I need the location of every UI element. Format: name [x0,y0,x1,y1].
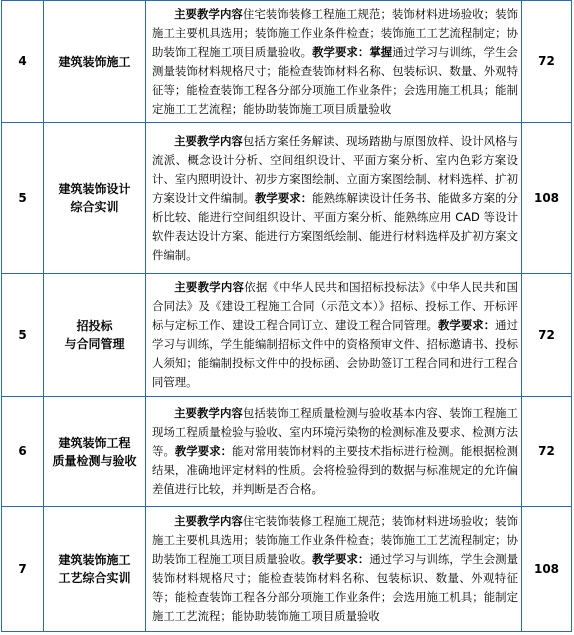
row-number: 5 [2,123,44,274]
requirement-text: 能熟练解读设计任务书、能做多方案的分析比较、能进行空间组织设计、平面方案分析、能熟练应用 CAD 等设计软件表达设计方案、能进行方案图纸绘制、能进行材料选样及扩初方案文件编制。 [152,190,518,262]
course-name [44,123,146,274]
content-text: 依据《中华人民共和国招标投标法》《中华人民共和国合同法》及《建设工程施工合同（示范文本）》招标、投标工作、开标评标与定标工作、建设工程合同订立、建设工程合同管理。 [152,280,518,332]
requirement-emphasis: 掌握 [369,44,393,59]
requirement-label: 教学要求： [174,444,233,458]
course-hours: 108 [522,507,572,632]
requirement-text: 能对常用装饰材料的主要技术指标进行检测。能根据检测结果，准确地评定材料的性质。会将检验得到的数据与标准规定的允许偏差值进行比较，并判断是否合格。 [152,444,518,496]
content-text: 住宅装饰装修工程施工规范；装饰材料进场验收；装饰施工主要机具选用；装饰施工作业条件检查；装饰施工工艺流程制定；协助装饰工程施工项目质量验收。 [152,514,518,566]
table-row [2,274,572,397]
course-hours: 108 [522,123,572,274]
course-description [146,123,522,274]
row-number: 4 [2,1,44,123]
course-name [44,274,146,397]
course-hours: 72 [522,397,572,507]
course-description [146,274,522,397]
course-table [1,0,572,632]
content-label: 主要教学内容 [174,406,243,420]
content-label: 主要教学内容 [174,133,243,148]
content-text: 住宅装饰装修工程施工规范；装饰材料进场验收；装饰施工主要机具选用；装饰施工作业条件检查；装饰施工工艺流程制定；协助装饰工程施工项目质量验收。 [152,6,518,59]
course-name [44,397,146,507]
table-row [2,397,572,507]
course-name-line: 建筑装饰施工 [58,553,131,567]
requirement-label: 教学要求： [437,318,496,332]
course-name-line: 综合实训 [70,200,119,214]
requirement-text: 通过学习与训练，学生会测量装饰材料规格尺寸；能检查装饰材料名称、包装标识、数量、外观特征等；能检查装饰工程各分部分项施工作业条件；会选用施工机具；能制定施工工艺流程；能协助装饰施工项目质量验收 [152,552,518,623]
course-name-line: 建筑装饰施工 [58,54,131,69]
row-number: 6 [2,397,44,507]
requirement-text: 通过学习与训练，学生能编制招标文件中的资格预审文件、招标邀请书、投标人须知；能编制投标文件中的投标函、会协助签订工程合同和进行工程合同管理。 [152,318,518,389]
row-number: 5 [2,274,44,397]
course-description [146,1,522,123]
content-text: 包括装饰工程质量检测与验收基本内容、装饰工程施工现场工程质量检验与验收、室内环境污染物的检测标准及要求、检测方法等。 [152,406,518,458]
table-row [2,123,572,274]
course-name-line: 建筑装饰工程 [58,435,131,450]
row-number: 7 [2,507,44,632]
course-name-line: 质量检测与验收 [52,453,137,468]
course-hours: 72 [522,1,572,123]
course-description [146,507,522,632]
requirement-label: 教学要求： [312,552,370,566]
course-name-line: 建筑装饰设计 [58,182,131,196]
course-hours: 72 [522,274,572,397]
content-label: 主要教学内容 [174,6,243,21]
content-text: 包括方案任务解读、现场踏勘与原图放样、设计风格与流派、概念设计分析、空间组织设计、平面方案分析、室内色彩方案设计、室内照明设计、初步方案图绘制、立面方案图绘制、材料选样、扩初方案设计文件编制。 [152,133,518,205]
table-row [2,1,572,123]
table-row [2,507,572,632]
course-name-line: 工艺综合实训 [58,571,131,585]
course-name [44,1,146,123]
requirement-label: 教学要求： [254,190,313,205]
requirement-label: 教学要求： [312,44,370,59]
content-label: 主要教学内容 [174,280,245,294]
content-label: 主要教学内容 [174,514,243,528]
course-name-line: 招投标 [76,319,113,333]
course-description [146,397,522,507]
course-name [44,507,146,632]
course-name-line: 与合同管理 [64,337,125,351]
requirement-text: 通过学习与训练，学生会测量装饰材料规格尺寸；能检查装饰材料名称、包装标识、数量、外观特征等；能检查装饰工程各分部分项施工作业条件；会选用施工机具；能制定施工工艺流程；能协助装饰施工项目质量验收 [152,44,518,116]
